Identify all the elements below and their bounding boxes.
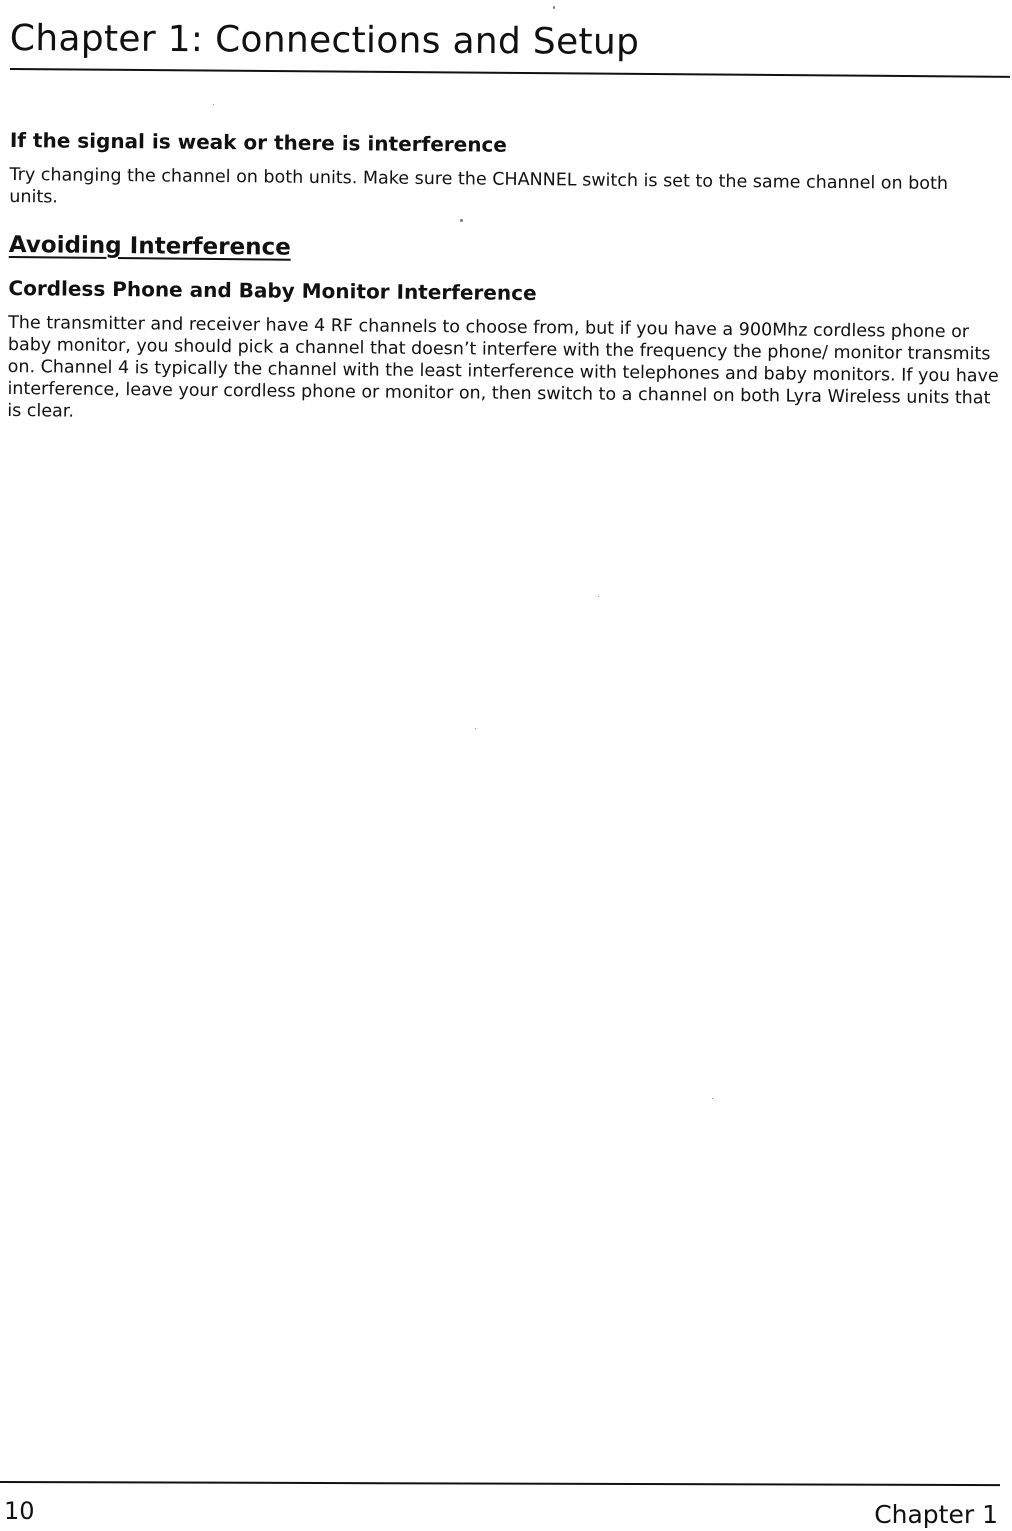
scan-speck [460, 219, 463, 222]
page-number: 10 [4, 1497, 35, 1525]
scan-speck [598, 596, 599, 597]
cordless-phone-paragraph: The transmitter and receiver have 4 RF channels to choose from, but if you have a 900Mhz cordless phone or baby monitor, you should pick a channel that doesn’t interfere with the frequency the phone/ monitor transmits on. Channel 4 is typically the channel with the least interference with telephones and baby monitors. If you have interference, leave your cordless phone or monitor on, then switch to a channel on both Lyra Wireless units that is clear. [7, 312, 999, 422]
scan-speck [712, 1098, 713, 1099]
scan-speck [213, 104, 214, 105]
scan-speck [475, 728, 476, 729]
weak-signal-paragraph: Try changing the channel on both units. Make sure the CHANNEL switch is set to the same channel on both units. [9, 164, 949, 208]
weak-signal-heading: If the signal is weak or there is interference [9, 128, 508, 157]
cordless-phone-subheading: Cordless Phone and Baby Monitor Interference [8, 275, 537, 306]
footer-chapter-label: Chapter 1 [874, 1500, 998, 1529]
avoiding-interference-heading: Avoiding Interference [8, 231, 291, 261]
scan-speck [553, 6, 555, 9]
chapter-title: Chapter 1: Connections and Setup [9, 18, 640, 63]
title-rule [10, 68, 1010, 78]
page-content [7, 128, 1002, 432]
footer-rule [0, 1481, 1000, 1486]
